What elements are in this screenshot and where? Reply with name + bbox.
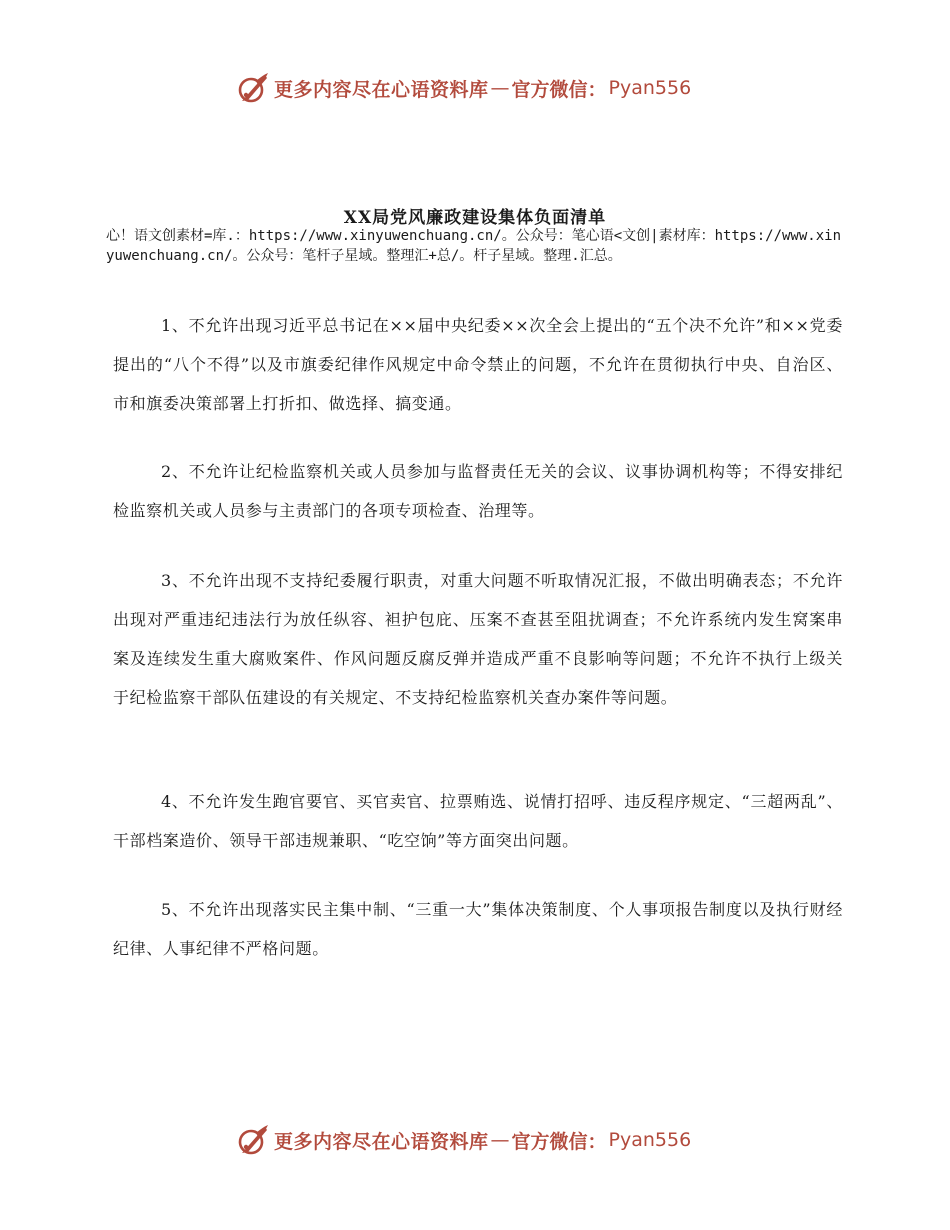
watermark-note: 心！语文创素材=库.：https://www.xinyuwenchuang.cn/。公众号：笔心语<文创|素材库：https://www.xinyuwenchuang.cn/。公众号：笔杆子星域。整理汇+总/。杆子星域。整理.汇总。: [106, 228, 842, 264]
document-title: XX局党风廉政建设集体负面清单: [343, 208, 607, 228]
paragraph-5: 5、不允许出现落实民主集中制、“三重一大”集体决策制度、个人事项报告制度以及执行财经纪律、人事纪律不严格问题。: [113, 900, 843, 958]
header-banner: [236, 70, 691, 106]
paragraph-2: 2、不允许让纪检监察机关或人员参加与监督责任无关的会议、议事协调机构等；不得安排纪检监察机关或人员参与主责部门的各项专项检查、治理等。: [113, 462, 843, 520]
banner-wechat-label: 官方微信：: [511, 1130, 607, 1153]
paragraph-1: 1、不允许出现习近平总书记在××届中央纪委××次全会上提出的“五个决不允许”和××党委提出的“八个不得”以及市旗委纪律作风规定中命令禁止的问题，不允许在贯彻执行中央、自治区、市和旗委决策部署上打折扣、做选择、搞变通。: [113, 316, 843, 413]
quill-logo-icon: [236, 1123, 270, 1157]
banner-wechat-id: Pyan556: [608, 1129, 692, 1151]
banner-separator: —: [490, 77, 510, 99]
paragraph-3: 3、不允许出现不支持纪委履行职责，对重大问题不听取情况汇报，不做出明确表态；不允许出现对严重违纪违法行为放任纵容、袒护包庇、压案不查甚至阻扰调查；不允许系统内发生窝案串案及连续发生重大腐败案件、作风问题反腐反弹并造成严重不良影响等问题；不允许不执行上级关于纪检监察干部队伍建设的有关规定、不支持纪检监察机关查办案件等问题。: [113, 571, 843, 707]
footer-banner: [236, 1122, 691, 1158]
banner-slogan: 更多内容尽在心语资料库: [274, 78, 489, 101]
paragraph-4: 4、不允许发生跑官要官、买官卖官、拉票贿选、说情打招呼、违反程序规定、“三超两乱”、干部档案造价、领导干部违规兼职、“吃空饷”等方面突出问题。: [113, 792, 843, 850]
banner-separator: —: [490, 1129, 510, 1151]
banner-wechat-id: Pyan556: [608, 77, 692, 99]
banner-wechat-label: 官方微信：: [511, 78, 607, 101]
banner-slogan: 更多内容尽在心语资料库: [274, 1130, 489, 1153]
quill-logo-icon: [236, 71, 270, 105]
